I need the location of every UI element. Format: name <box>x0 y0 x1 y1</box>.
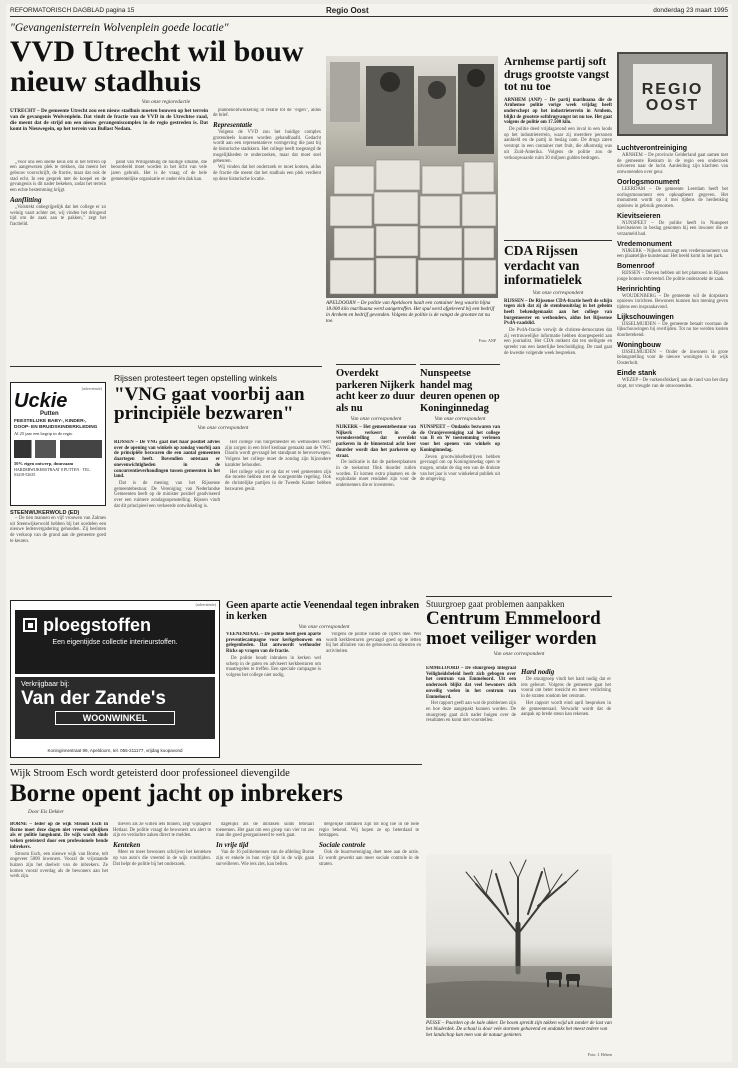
brief-body: – De tien mannen en vijf vrouwen van Zalmes uit Steenwijkerwold hebben bij het oordelen een nieuwe ledenvergadering gehouden. Zij besloten de verkoop van de grond aan de gemeente goed te keuren. <box>10 516 106 544</box>
advert-uckie <box>10 382 106 506</box>
sidebar-briefs <box>617 142 728 1042</box>
article-lead: EMMELOORD – De stuurgroep Integraal Veiligheidsbeleid heeft zich gebogen over het centrum van Emmeloord. Uit een onderzoek blijkt dat veel bewoners zich onveilig voelen in het centrum van Emmeloord. <box>426 666 516 700</box>
brief-title: Lijkschouwingen <box>617 313 674 321</box>
brief-title: Einde stank <box>617 369 657 377</box>
article-col3b: Volgens de VVD zou het huidige complex grotendeels kunnen worden gehandhaafd. Gedacht wordt aan een representatieve vormgeving die past bij de historische stadskern. Het college heeft toegezegd de mogelijkheden te onderzoeken, maar dat moet snel gebeuren. <box>213 130 321 164</box>
article-nunspeet <box>420 364 500 594</box>
article-byline: Van onze correspondent <box>298 624 350 630</box>
article-body3: Het college wijst er op dat er veel gemeenten zijn die moeite hebben met de voorgestelde regeling. Ook de christelijke partijen in de Tweede Kamer hebben bezwaren geuit. <box>225 469 331 492</box>
ad-banner <box>15 610 215 674</box>
rule <box>10 764 422 765</box>
article-body: De politie deed vrijdagavond een inval in een loods op het industrieterrein, waar zij meerdere personen aanhield en de partij in beslag nam. De drugs zaten verstopt in een container met fruit, die afkomstig was uit Zuid-Amerika. Volgens de politie zou de verkoopwaarde ruim 30 miljoen gulden bedragen. <box>504 127 612 161</box>
article-byline: Van onze correspondent <box>434 416 486 422</box>
article-kicker: Rijssen protesteert tegen opstelling winkels <box>114 374 278 383</box>
rule <box>10 366 322 367</box>
article-col2b: Meer en meer bewoners schrijven het kenteken op van auto's die vreemd in de wijk rondrijden. Dat helpt de politie bij het onderzoek. <box>113 850 211 867</box>
subheading-kenteken: Kenteken <box>113 841 141 850</box>
brief-body: NIJKERK – Nijkerk ontvangt een vredemonument van een plaatselijke kunstenaar. Het beeld komt in het park. <box>617 248 728 260</box>
brief-item <box>617 241 728 260</box>
article-lead: ARNHEM (ANP) – De partij marihuana die de Arnhemse politie vorige week vrijdag heeft onderschept op het industrieterrein in Arnhem, blijkt de grootste softdrugvangst tot nu toe. Het gaat volgens de politie om 17.500 kilo. <box>504 97 612 126</box>
brief-title: STEENWIJKERWOLD (ED) <box>10 510 80 516</box>
header-rule <box>10 16 728 17</box>
article-vvd-utrecht <box>10 22 322 367</box>
brief-title: Vredemonument <box>617 240 672 248</box>
article-body2: Het college van burgemeester en wethouders heeft zijn zorgen in een brief kenbaar gemaakt aan de VNG. Daarin wordt gevraagd het standpunt te heroverwegen. Volgens het college moet de zondag zijn bijzondere karakter behouden. <box>225 440 331 468</box>
rule <box>336 364 416 365</box>
article-col2: pand van Willigenburg de huidige situatie, die beoordeeld moet worden in het licht van vele jaren gebruik. Het is de vraag of de hele gemeentelijke organisatie er onder één dak kan. <box>111 159 207 182</box>
paper-name: REFORMATORISCH DAGBLAD pagina 15 <box>10 7 135 14</box>
article-lead: RIJSSEN – De Rijssense CDA-fractie heeft de schijn tegen zich dat zij de stembusuitslag in het geheim heeft bekendgemaakt aan het college van burgemeester en wethouders, aldus het Rijssense PvdA-raadslid. <box>504 298 612 327</box>
article-headline: Geen aparte actie Veenendaal tegen inbraken in kerken <box>226 600 420 622</box>
rule <box>420 364 500 365</box>
article-arnhem-drugs <box>504 56 612 234</box>
brief-title: Bomenroof <box>617 263 655 271</box>
ploeg-logo-icon <box>23 618 37 632</box>
ad-tagline: Een eigentijdse collectie interieurstoffen. <box>52 639 178 646</box>
article-lead: BORNE – Ieder op de wijk Stroom Esch in Borne moet deze dagen niet vreemd opkijken als er politie langskomt. De wijk wordt sinds weken geteisterd door een professionele bende inbrekers. <box>10 822 108 850</box>
photo-credit: Foto: ANP <box>478 338 496 343</box>
photo-pesse-tree <box>426 854 612 1018</box>
photo-apeldoorn-drugs <box>326 56 498 298</box>
logo-text: REGIO OOST <box>641 81 704 114</box>
brief-body: IJSSELMUIDEN – De gemeente betaalt voortaan de lijkschouwingen bij overlijden. Tot nu toe werden kosten doorberekend. <box>617 321 728 339</box>
article-col3c: Wij vinden dat het onderzoek er moet komen, aldus de fractie die meent dat het stadhuis een plek verdient op deze historische locatie. <box>213 165 321 182</box>
article-byline: Van onze correspondent <box>493 651 545 657</box>
photo-caption-apeldoorn <box>326 300 498 338</box>
article-body: Zeven grootwinkelbedrijven hebben gevraagd om op Koninginnedag open te mogen, omdat de dag een van de drukste van het jaar is voor winkelend publiek uit de omgeving. <box>420 454 500 483</box>
article-intro: UTRECHT – De gemeente Utrecht zou een nieuw stadhuis moeten bouwen op het terrein van de gevangenis Wolvenplein. Dat vindt de fractie van de VVD in de Utrechtse raad, die meent dat de strijd om een nieuw gevangeniscomplex in de regio gestreden is. Dat komt in Nieuwegein, op het terrein van Bullast Nedam. <box>10 107 208 132</box>
article-body3: Het rapport wordt eind april besproken in de gemeenteraad. Verwacht wordt dat de aanpak op brede steun kan rekenen. <box>521 700 611 718</box>
article-col4b: Ook de buurtvereniging doet mee aan de actie. Er wordt gewerkt aan meer sociale controle in de straten. <box>319 850 419 867</box>
article-col4: dergelijke inbraken zijn tot nog toe in de hele regio bekend. Wij hopen ze op heterdaad te betrappen. <box>319 822 419 839</box>
article-lead: RIJSSEN – De VNG gaat met haar positief advies over de opening van winkels op zondag voorbij aan de principiële bezwaren die een aantal gemeenten daartegen heeft. Bovendien ontstaan er onevenwichtigheden in de concurrentieverhoudingen tussen gemeenten in het land. <box>114 440 220 480</box>
article-kicker: Stuurgroep gaat problemen aanpakken <box>426 599 565 609</box>
brief-item <box>617 213 728 238</box>
ad-avail: Verkrijgbaar bij: <box>21 681 70 688</box>
article-col2: dieven als ze willen iets binnen, zegt wijkagent Hetlaar. De politie vraagt de bewoners om alert te zijn en verdachte zaken direct te melden. <box>113 822 211 839</box>
article-col1: „Voor ons een snelle keus om in het terrein op een aangewezen plek te trekken, dat meent het gebouw voorschrijft, de fractie, maar dat ook de stad echt. In een gesprek met de koepel en de gevangenis is dit nader bekeken, zodat het terrein een echte bestemming krijgt. <box>10 159 106 194</box>
article-col3: dagelijks als de inbraken sinds februari toenemen. Het gaat om een groep van vier tot zes man die goed georganiseerd te werk gaat. <box>216 822 314 839</box>
article-headline: CDA Rijssen verdacht van informatielek <box>504 243 582 287</box>
ad-brand: Uckie <box>14 390 68 412</box>
rule <box>504 240 612 241</box>
article-headline: Overdekt parkeren Nijkerk acht keer zo duur als nu <box>336 368 415 414</box>
article-kicker: "Gevangenisterrein Wolvenplein goede locatie" <box>10 22 229 34</box>
article-byline: Door Els Dekker <box>28 808 64 815</box>
ad-image <box>14 440 102 458</box>
article-col3a: plannenontwikkeling in relatie tot de "eigen", aldus de brief. <box>213 107 321 119</box>
subheading-hard-nodig: Hard nodig <box>521 668 555 676</box>
ad-address: HARDERWIJKERSTRAAT 8 PUTTEN · TEL. 03418-52635 <box>14 467 91 477</box>
section-title: Regio Oost <box>326 6 369 15</box>
brief-item <box>617 179 728 210</box>
article-col1b: „Volstrekt onbegrijpelijk dat het college er zo weinig vaart achter zet, wij vinden het dringend tijd om de zaak aan te pakken," zegt het fractielid. <box>10 204 106 227</box>
photo-credit: Foto: J. Helsen <box>587 1052 612 1057</box>
ad-address: Koninginnestraat 99, Apeldoorn, tel. 055-211177, vrijdag koopavond <box>47 748 183 753</box>
brief-body: LEERDAM – De gemeente Leerdam heeft het oorlogsmonument een opknapbeurt gegeven. Het monument wordt op 4 mei tijdens de herdenking opnieuw in gebruik genomen. <box>617 186 728 209</box>
ad-town: Putten <box>40 411 59 417</box>
photo-caption-pesse <box>426 1020 612 1052</box>
ad-dealer-block <box>15 677 215 739</box>
subheading-aanflitting: Aanflitting <box>10 195 42 204</box>
article-lead: VEENENDAAL – De politie heeft geen aparte preventiecampagne voor kerkgebouwen en gelegenheden. Dat antwoordt wethouder Ricks op vragen van de fractie. <box>226 632 321 655</box>
article-headline: Centrum Emmeloord moet veiliger worden <box>426 608 601 649</box>
article-headline: Nunspeetse handel mag deuren openen op Koninginnedag <box>420 368 500 414</box>
subheading-sociale-controle: Sociale controle <box>319 841 366 850</box>
advert-ploegstoffen <box>10 600 220 758</box>
caption-text: APELDOORN – De politie van Apeldoorn haalt een container leeg waarin bijna 18.000 kilo marihuana werd aangetroffen. Het spul werd afgeleverd bij een bedrijf in Arnhem en bedrijf gevonden. Volgens de politie is de vangst de grootste tot nu toe. <box>326 300 495 324</box>
article-lead: NIJKERK – Het gemeentebestuur van Nijkerk verkeert in de veronderstelling dat overdekt parkeren in de binnenstad acht keer duurder wordt dan het parkeren op straat. <box>336 425 416 459</box>
article-headline: Borne opent jacht op inbrekers <box>10 779 343 807</box>
brief-item <box>617 314 728 339</box>
ad-brand-row <box>23 616 207 634</box>
regio-oost-logo <box>617 52 728 136</box>
ad-label: (advertentie) <box>195 602 216 607</box>
article-body2: De stuurgroep vindt het hard nodig dat er iets gebeurt. Volgens de gemeente gaat het vooral om beter toezicht en meer verlichting in de straten rondom het centrum. <box>521 677 611 700</box>
article-col3b: Van de 16 politiemensen van de afdeling Borne zijn er enkele in hun vrije tijd in de wijk gaan surveilleren. Wie iets ziet, kan bellen. <box>216 850 314 867</box>
article-headline: Arnhemse partij soft drugs grootste vangst tot nu toe <box>504 56 610 93</box>
article-byline: Van onze correspondent <box>532 289 584 296</box>
ad-dealer: Van der Zande's <box>21 688 166 709</box>
newspaper-page <box>6 4 732 1062</box>
ad-store: WOONWINKEL <box>55 711 175 725</box>
article-body2: Volgens de politie vallen de cijfers mee. Wel wordt kerkbesturen gevraagd goed op te letten bij het afsluiten van de gebouwen na diensten en activiteiten. <box>326 632 421 655</box>
brief-body: WOUDENBERG – De gemeente wil de dorpskern opnieuw inrichten. Bewoners kunnen hun mening geven tijdens een inspraakavond. <box>617 293 728 310</box>
article-body: Het rapport geeft aan wat de problemen zijn en hoe deze aangepakt kunnen worden. De stuurgroep gaat zich nader buigen over de resultaten en komt met voorstellen. <box>426 701 516 724</box>
ad-sub: Al 25 jaar een begrip in de regio <box>14 431 73 437</box>
article-headline: "VNG gaat voorbij aan principiële bezwaren" <box>114 384 305 425</box>
brief-item <box>617 286 728 311</box>
article-byline: Van onze correspondent <box>350 416 402 422</box>
article-byline: Van onze correspondent <box>197 425 249 432</box>
brief-title: Luchtverontreiniging <box>617 145 687 152</box>
article-veenendaal <box>226 600 422 760</box>
ad-lines: FEESTELIJKE BABY-, KINDER-, DOOP- EN BRUIDSKINDERKLEDING <box>14 419 98 430</box>
ad-offer: 50% eigen ontwerp, duurzaam <box>14 460 74 466</box>
brief-title: Kievitseieren <box>617 212 661 220</box>
article-body: De indicatie is dat de parkeerplaatsen in de toekomst flink duurder zullen worden. Er komen extra plaatsen en de exploitatie moet rendabel zijn voor de ondernemers die er investeren. <box>336 460 416 489</box>
brief-body: IJSSELMUIDEN – Onder de inwoners is grote belangstelling voor de nieuwe woningen in de wijk Oosterholt. <box>617 349 728 367</box>
article-emmeloord <box>426 596 612 848</box>
photo-scene <box>326 56 498 298</box>
brief-item <box>617 342 728 367</box>
brief-title: Oorlogsmonument <box>617 178 680 186</box>
article-headline: VVD Utrecht wil bouw nieuw stadhuis <box>10 34 304 98</box>
subheading-in-vrije-tijd: In vrije tijd <box>216 841 249 850</box>
ad-label: (advertentie) <box>81 386 102 391</box>
brief-body: RIJSSEN – Dieven hebben uit het plantsoen in Rijssen jonge bomen ontvreemd. De politie onderzoekt de zaak. <box>617 271 728 282</box>
brief-steenwijkerwold <box>10 510 106 590</box>
brief-title: Herinrichting <box>617 285 661 293</box>
ad-brand: ploegstoffen <box>43 615 151 635</box>
article-vng-rijssen <box>114 374 332 594</box>
article-byline: Van onze regioredactie <box>141 98 191 105</box>
rule <box>426 596 612 597</box>
brief-title: Woningbouw <box>617 341 661 349</box>
article-body: Stroom Esch, een nieuwe wijk van Borne, telt ongeveer 5000 inwoners. Vooral de vrijstaande huizen zijn het doelwit van de inbrekers. Ze komen vooral overdag als de bewoners aan het werk zijn. <box>10 851 108 880</box>
brief-item <box>617 263 728 282</box>
article-lead: NUNSPEET – Ondanks bezwaren van de Oranjevereniging zal het college van B en W toestemming verlenen voor het openen van winkels op Koninginnedag. <box>420 425 500 453</box>
article-cda-rijssen <box>504 240 612 428</box>
article-nijkerk-parkeren <box>336 364 416 594</box>
brief-body: WEZEP – De varkensfokkerij aan de rand van het dorp stopt, tot vreugde van de omwonenden. <box>617 377 728 389</box>
article-body: De PvdA-fractie verwijt de christen-democraten dat zij vertrouwelijke informatie hebben doorgespeeld aan een journalist. Het CDA ontkent dat ten stelligste en spreekt van een lasterlijke beschuldiging. De raad gaat de kwestie volgende week bespreken. <box>504 328 612 356</box>
photo-scene <box>426 854 612 1018</box>
article-borne-inbrekers <box>10 768 422 1058</box>
article-body: De politie houdt inbraken in kerken wel scherp in de gaten en adviseert kerkbesturen om maatregelen te treffen. Een speciale campagne is volgens het college niet nodig. <box>226 655 321 678</box>
article-kicker: Wijk Stroom Esch wordt geteisterd door professioneel dievengilde <box>10 768 290 779</box>
page-date: donderdag 23 maart 1995 <box>653 7 728 14</box>
brief-item <box>617 145 728 176</box>
article-body: Dat is de mening van het Rijssense gemeentebestuur. De Vereniging van Nederlandse Gemeenten heeft op de minister positief geadviseerd over een ruimere zondagsopenstelling. Rijssen vindt dat dit principieel een verkeerde ontwikkeling is. <box>114 480 220 509</box>
brief-body: ARNHEM – De provincie Gelderland gaat samen met de gemeente Renkum in de regio een onderzoek uitvoeren naar de lucht. Aanleiding zijn klachten van omwonenden over geur. <box>617 153 728 176</box>
brief-item <box>617 370 728 389</box>
subheading-representatie: Representatie <box>213 121 253 130</box>
brief-body: NUNSPEET – De politie heeft in Nunspeet kievitseieren in beslag genomen bij een inwoner die ze verzameld had. <box>617 220 728 238</box>
caption-text: PESSE – Paarden op de kale akker. De boom spreidt zijn takken wijd uit zonder de last van het bladerdek. De schaal is door vele stormen gehavend en ondanks het meest tedere van het landschap kan men van de natuur genieten. <box>426 1020 612 1038</box>
